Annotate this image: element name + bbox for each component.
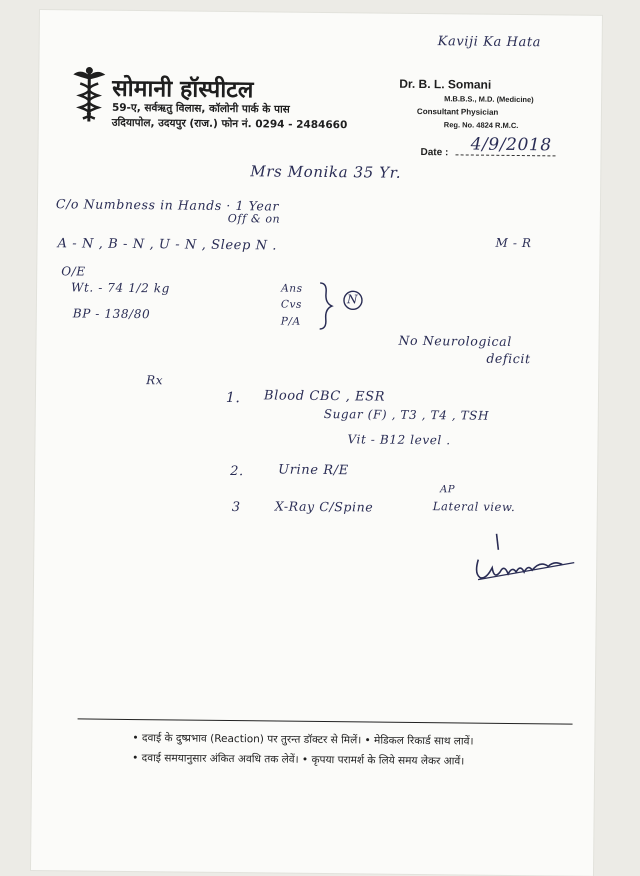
investigation-2: Urine R/E <box>278 462 349 479</box>
exam-pa: P/A <box>280 315 301 328</box>
investigation-3-number: 3 <box>231 500 241 516</box>
doctor-title: Consultant Physician <box>416 106 499 117</box>
patient-name: Mrs Monika 35 Yr. <box>250 162 402 182</box>
footer-note-line2: • दवाई समयानुसार अंकित अवधि तक लेवें। • कृपया परामर्श के लिये समय लेकर आवें। <box>132 752 465 768</box>
weight: Wt. - 74 1/2 kg <box>71 280 170 296</box>
exam-ans: Ans <box>281 282 303 295</box>
exam-result: N <box>346 292 359 307</box>
corner-note: Kaviji Ka Hata <box>437 34 542 51</box>
complaint-line1: C/o Numbness in Hands · 1 Year <box>55 196 280 214</box>
doctor-reg: Reg. No. 4824 R.M.C. <box>443 120 519 131</box>
investigation-1-number: 1. <box>225 389 241 407</box>
investigation-1c: Vit - B12 level . <box>347 432 451 448</box>
doctor-degrees: M.B.B.S., M.D. (Medicine) <box>444 94 534 105</box>
mr-note: M - R <box>495 235 532 251</box>
investigation-1: Blood CBC , ESR <box>263 388 386 405</box>
exam-cvs: Cvs <box>280 298 303 311</box>
footer-divider <box>78 718 573 724</box>
investigation-1b: Sugar (F) , T3 , T4 , TSH <box>323 406 490 423</box>
neuro-finding: No Neurological <box>398 332 512 349</box>
investigation-3: X-Ray C/Spine <box>274 498 374 515</box>
doctor-signature <box>470 530 581 591</box>
doctor-name: Dr. B. L. Somani <box>399 76 492 92</box>
brace-mark <box>317 281 338 331</box>
footer-note-line1: • दवाई के दुष्प्रभाव (Reaction) पर तुरन्त डॉक्टर से मिलें। • मेडिकल रिकार्ड साथ लावें। <box>132 732 474 748</box>
blood-pressure: BP - 138/80 <box>72 306 151 322</box>
rx-symbol: Rx <box>146 373 164 388</box>
prescription-sheet <box>31 10 602 876</box>
investigation-3-lateral: Lateral view. <box>432 499 516 515</box>
investigation-2-number: 2. <box>230 464 244 480</box>
hospital-address-line2: उदियापोल, उदयपुर (राज.) फोन नं. 0294 - 2484660 <box>111 116 348 132</box>
hospital-address-line1: 59-ए, सर्वऋतु विलास, कॉलोनी पार्क के पास <box>111 101 290 116</box>
investigation-3-ap: AP <box>439 484 456 496</box>
history-line: A - N , B - N , U - N , Sleep N . <box>57 236 278 254</box>
date-value: 4/9/2018 <box>470 134 552 156</box>
caduceus-logo-icon <box>69 65 110 123</box>
oe-label: O/E <box>61 264 86 279</box>
hospital-name: सोमानी हॉस्पीटल <box>112 75 254 104</box>
complaint-line2: Off & on <box>227 211 281 226</box>
neuro-finding-2: deficit <box>486 350 531 367</box>
date-label: Date : <box>420 146 449 159</box>
